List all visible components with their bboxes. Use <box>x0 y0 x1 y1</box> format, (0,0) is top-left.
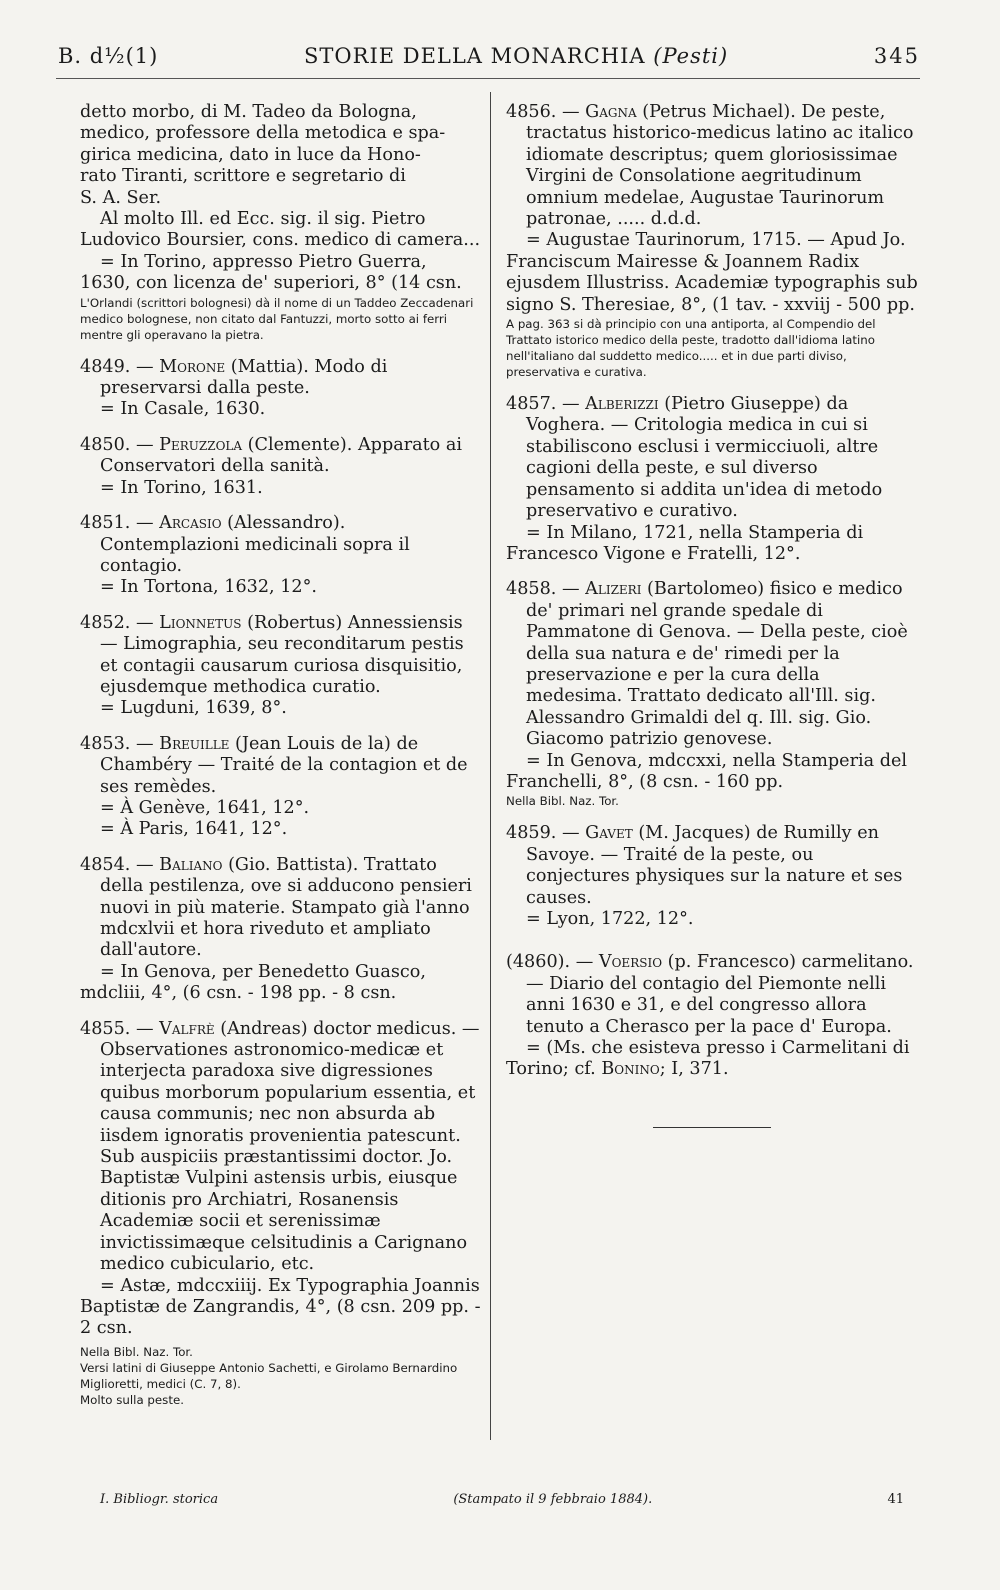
imprint: = In Genova, per Benedetto Guasco, mdcliii, 4°, (6 csn. - 198 pp. - 8 csn. <box>80 961 426 1004</box>
bibliographic-note: L'Orlandi (scrittori bolognesi) dà il nome di un Taddeo Zeccadenari medico bolognese, non citato dal Fantuzzi, morto sotto ai ferri mentre gli operavano la pietra. <box>80 295 474 342</box>
entry-number: 4858. <box>506 579 557 600</box>
entry-number: 4851. <box>80 513 131 534</box>
page-title-sub: (Pesti) <box>653 44 729 68</box>
library-location: Nella Bibl. Naz. Tor. <box>506 794 619 809</box>
page-footer <box>100 1492 904 1507</box>
entry-number: (4860). <box>506 952 571 973</box>
imprint: = Lyon, 1722, 12°. <box>526 909 694 929</box>
author-name: Voersio <box>598 952 663 973</box>
entry-title: (Jean Louis de la) de Chambéry — Traité de la contagion et de ses remèdes. <box>100 733 468 797</box>
intro-line: S. A. Ser. <box>80 187 162 208</box>
entry-number: 4859. <box>506 823 557 844</box>
entry-text: 4854. — Baliano (Gio. Battista). Trattato della pestilenza, ove si adducono pensieri nuovi in più materie. Stampato già l'anno mdcxlvii et hora riveduto et ampliato dall'autore. <box>80 854 472 961</box>
entry-title: (Alessandro). Contemplazioni medicinali sopra il contagio. <box>100 513 410 576</box>
entry-4850 <box>80 435 482 499</box>
entry-number: 4854. <box>80 854 131 875</box>
footer-sheet: 41 <box>887 1492 904 1507</box>
author-name: Breuille <box>159 733 230 754</box>
author-name: Arcasio <box>159 513 222 534</box>
intro-line: medico, professore della metodica e spa- <box>80 123 446 144</box>
entry-title: (Gio. Battista). Trattato della pestilenza, ove si adducono pensieri nuovi in più materie. Stampato già l'anno mdcxlvii et hora riveduto et ampliato dall'autore. <box>100 854 472 961</box>
entry-4860 <box>506 952 918 1080</box>
entry-4858 <box>506 579 918 809</box>
author-name: Lionnetus <box>159 612 242 633</box>
author-name: Baliano <box>159 854 223 875</box>
imprint <box>506 1038 918 1081</box>
imprint: = Augustae Taurinorum, 1715. — Apud Jo. Franciscum Mairesse & Joannem Radix ejusdem Illustriss. Academiæ typographis sub signo S. Theresiae, 8°, (1 tav. - xxviij - 500 pp. <box>506 230 918 315</box>
author-name: Peruzzola <box>159 434 243 455</box>
author-name: Gagna <box>585 102 637 122</box>
imprint: = In Genova, mdccxxi, nella Stamperia del Franchelli, 8°, (8 csn. - 160 pp. <box>506 750 907 792</box>
left-column <box>80 102 482 1424</box>
entry-text: 4855. — Valfrè (Andreas) doctor medicus. — Observationes astronomico-medicæ et interjecta paradoxa sive digressiones quibus morborum popularium essentia, et causa communis; nec non absurda ab iisdem ignoratis provenientia patescunt. Sub auspiciis præstantissimi doctor. Jo. Baptistæ Vulpini astensis urbis, eiusque ditionis pro Archiatri, Rosanensis Academiæ socii et serenissimæ invictissimæque celsitudinis a Carignano medico cubiculario, etc. <box>80 1018 480 1275</box>
entry-number: 4856. <box>506 102 557 122</box>
entry-4856 <box>506 102 918 380</box>
imprint: = À Genève, 1641, 12°. <box>100 797 310 818</box>
entry-title: (p. Francesco) carmelitano. — Diario del contagio del Piemonte nelli anni 1630 e 31, e del congresso allora tenuto a Cherasco per la pace d' Europa. <box>526 952 914 1037</box>
entry-text: 4858. — Alizeri (Bartolomeo) fisico e medico de' primari nel grande spedale di Pammatone di Genova. — Della peste, cioè della sua natura e de' rimedi per la preservazione e per la cura della medesima. Trattato dedicato all'Ill. sig. Alessandro Grimaldi del q. Ill. sig. Gio. Giacomo patrizio genovese. <box>506 579 908 750</box>
entry-text: 4851. — Arcasio (Alessandro). Contemplazioni medicinali sopra il contagio. <box>80 513 410 576</box>
author-name: Morone <box>159 356 226 377</box>
entry-title: (Andreas) doctor medicus. — Observationes astronomico-medicæ et interjecta paradoxa sive digressiones quibus morborum popularium essentia, et causa communis; nec non absurda ab iisdem ignoratis provenientia patescunt. Sub auspiciis præstantissimi doctor. Jo. Baptistæ Vulpini astensis urbis, eiusque ditionis pro Archiatri, Rosanensis Academiæ socii et serenissimæ invictissimæque celsitudinis a Carignano medico cubiculario, etc. <box>100 1018 480 1275</box>
author-name: Alizeri <box>585 579 642 600</box>
page-title-main: STORIE DELLA MONARCHIA <box>304 44 646 68</box>
imprint: = Lugduni, 1639, 8°. <box>100 698 287 719</box>
entry-4853 <box>80 734 482 841</box>
imprint-text: = (Ms. che esisteva presso i Carmelitani di Torino; cf. <box>506 1038 910 1080</box>
page-number: 345 <box>873 44 920 68</box>
page-title <box>304 44 728 68</box>
entry-title: (Mattia). Modo di preservarsi dalla peste. <box>100 356 388 399</box>
entry-title: (Petrus Michael). De peste, tractatus historico-medicus latino ac italico idiomate descriptus; quem gloriosissimae Virgini de Consolatione aegritudinum omnium medelae, Augustae Taurinorum patronae, ..... d.d.d. <box>526 102 914 230</box>
imprint: = In Casale, 1630. <box>100 399 266 420</box>
entry-number: 4857. <box>506 394 557 415</box>
imprint: = In Torino, 1631. <box>100 477 263 498</box>
imprint: = Astæ, mdccxiiij. Ex Typographia Joannis Baptistæ de Zangrandis, 4°, (8 csn. 209 pp. - 2 csn. <box>80 1275 481 1339</box>
end-rule <box>653 1127 771 1128</box>
bibliographic-note <box>80 1344 482 1408</box>
column-divider <box>490 92 491 1440</box>
entry-number: 4855. <box>80 1018 131 1039</box>
footer-signature: I. Bibliogr. storica <box>100 1492 219 1507</box>
note-line: Molto sulla peste. <box>80 1392 184 1407</box>
entry-title: (Robertus) Annessiensis — Limographia, seu reconditarum pestis et contagii causarum curiosa disquisitio, ejusdemque methodica curatio. <box>100 612 464 697</box>
imprint: = À Paris, 1641, 12°. <box>100 819 288 840</box>
imprint: = In Milano, 1721, nella Stamperia di Francesco Vigone e Fratelli, 12°. <box>506 522 864 564</box>
author-name: Alberizzi <box>585 394 659 415</box>
entry-text: 4859. — Gavet (M. Jacques) de Rumilly en Savoye. — Traité de la peste, ou conjectures physiques sur la nature et ses causes. <box>506 823 903 908</box>
author-name: Valfrè <box>159 1018 215 1039</box>
entry-title: (Bartolomeo) fisico e medico de' primari nel grande spedale di Pammatone di Genova. — Della peste, cioè della sua natura e de' rimedi per la preservazione e per la cura della medesima. Trattato dedicato all'Ill. sig. Alessandro Grimaldi del q. Ill. sig. Gio. Giacomo patrizio genovese. <box>526 579 908 750</box>
intro-line: girica medicina, dato in luce da Hono- <box>80 144 421 165</box>
entry-4852 <box>80 613 482 720</box>
intro-line: detto morbo, di M. Tadeo da Bologna, <box>80 102 417 122</box>
entry-number: 4849. <box>80 356 131 377</box>
footer-printed: (Stampato il 9 febbraio 1884). <box>453 1492 653 1507</box>
entry-number: 4853. <box>80 733 131 754</box>
intro-line: rato Tiranti, scrittore e segretario di <box>80 166 406 187</box>
imprint-text: ; I, 371. <box>659 1059 729 1080</box>
imprint: = In Tortona, 1632, 12°. <box>100 577 317 598</box>
entry-title: (M. Jacques) de Rumilly en Savoye. — Traité de la peste, ou conjectures physiques sur la nature et ses causes. <box>526 823 903 908</box>
bibliographic-note: A pag. 363 si dà principio con una antiporta, al Compendio del Trattato istorico medico della peste, tradotto dall'idioma latino nell'italiano dal suddetto medico..... et in due parti diviso, preservativa e curativa. <box>506 317 876 380</box>
library-location: Nella Bibl. Naz. Tor. <box>80 1344 193 1359</box>
entry-title: (Pietro Giuseppe) da Voghera. — Critologia medica in cui si stabiliscono esclusi i vermicciuoli, altre cagioni della peste, e sul diverso pensamento si addita un'idea di metodo preservativo e curativo. <box>526 394 883 522</box>
entry-text: 4856. — Gagna (Petrus Michael). De peste, tractatus historico-medicus latino ac italico idiomate descriptus; quem gloriosissimae Virgini de Consolatione aegritudinum omnium medelae, Augustae Taurinorum patronae, ..... d.d.d. <box>506 102 914 230</box>
right-column <box>506 102 918 1128</box>
entry-4851 <box>80 513 482 599</box>
signature-mark: B. d½(1) <box>58 44 159 68</box>
entry-text: 4853. — Breuille (Jean Louis de la) de Chambéry — Traité de la contagion et de ses remèdes. <box>80 733 468 797</box>
entry-number: 4850. <box>80 434 131 455</box>
entry-4854 <box>80 855 482 1005</box>
author-name: Gavet <box>585 823 633 844</box>
entry-4857 <box>506 394 918 565</box>
note-line: Versi latini di Giuseppe Antonio Sachetti, e Girolamo Bernardino Miglioretti, medici (C. 7, 8). <box>80 1360 458 1391</box>
header-rule <box>56 78 920 79</box>
entry-text: 4857. — Alberizzi (Pietro Giuseppe) da Voghera. — Critologia medica in cui si stabiliscono esclusi i vermicciuoli, altre cagioni della peste, e sul diverso pensamento si addita un'idea di metodo preservativo e curativo. <box>506 394 883 522</box>
cited-author: Bonino <box>601 1059 660 1080</box>
entry-text: 4852. — Lionnetus (Robertus) Annessiensis — Limographia, seu reconditarum pestis et contagii causarum curiosa disquisitio, ejusdemque methodica curatio. <box>80 612 464 697</box>
entry-title: (Clemente). Apparato ai Conservatori della sanità. <box>100 434 462 477</box>
entry-4855 <box>80 1019 482 1408</box>
entry-continued <box>80 102 482 343</box>
entry-number: 4852. <box>80 612 131 633</box>
imprint: = In Torino, appresso Pietro Guerra, 1630, con licenza de' superiori, 8° (14 csn. <box>80 251 462 294</box>
entry-text: (4860). — Voersio (p. Francesco) carmelitano. — Diario del contagio del Piemonte nelli anni 1630 e 31, e del congresso allora tenuto a Cherasco per la pace d' Europa. <box>506 952 914 1037</box>
entry-4859 <box>506 823 918 930</box>
running-header <box>58 44 920 78</box>
entry-text: 4849. — Morone (Mattia). Modo di preservarsi dalla peste. <box>80 356 388 399</box>
dedication: Al molto Ill. ed Ecc. sig. il sig. Pietro Ludovico Boursier, cons. medico di camera... <box>80 209 481 251</box>
entry-4849 <box>80 357 482 421</box>
entry-text: 4850. — Peruzzola (Clemente). Apparato ai Conservatori della sanità. <box>80 434 462 477</box>
